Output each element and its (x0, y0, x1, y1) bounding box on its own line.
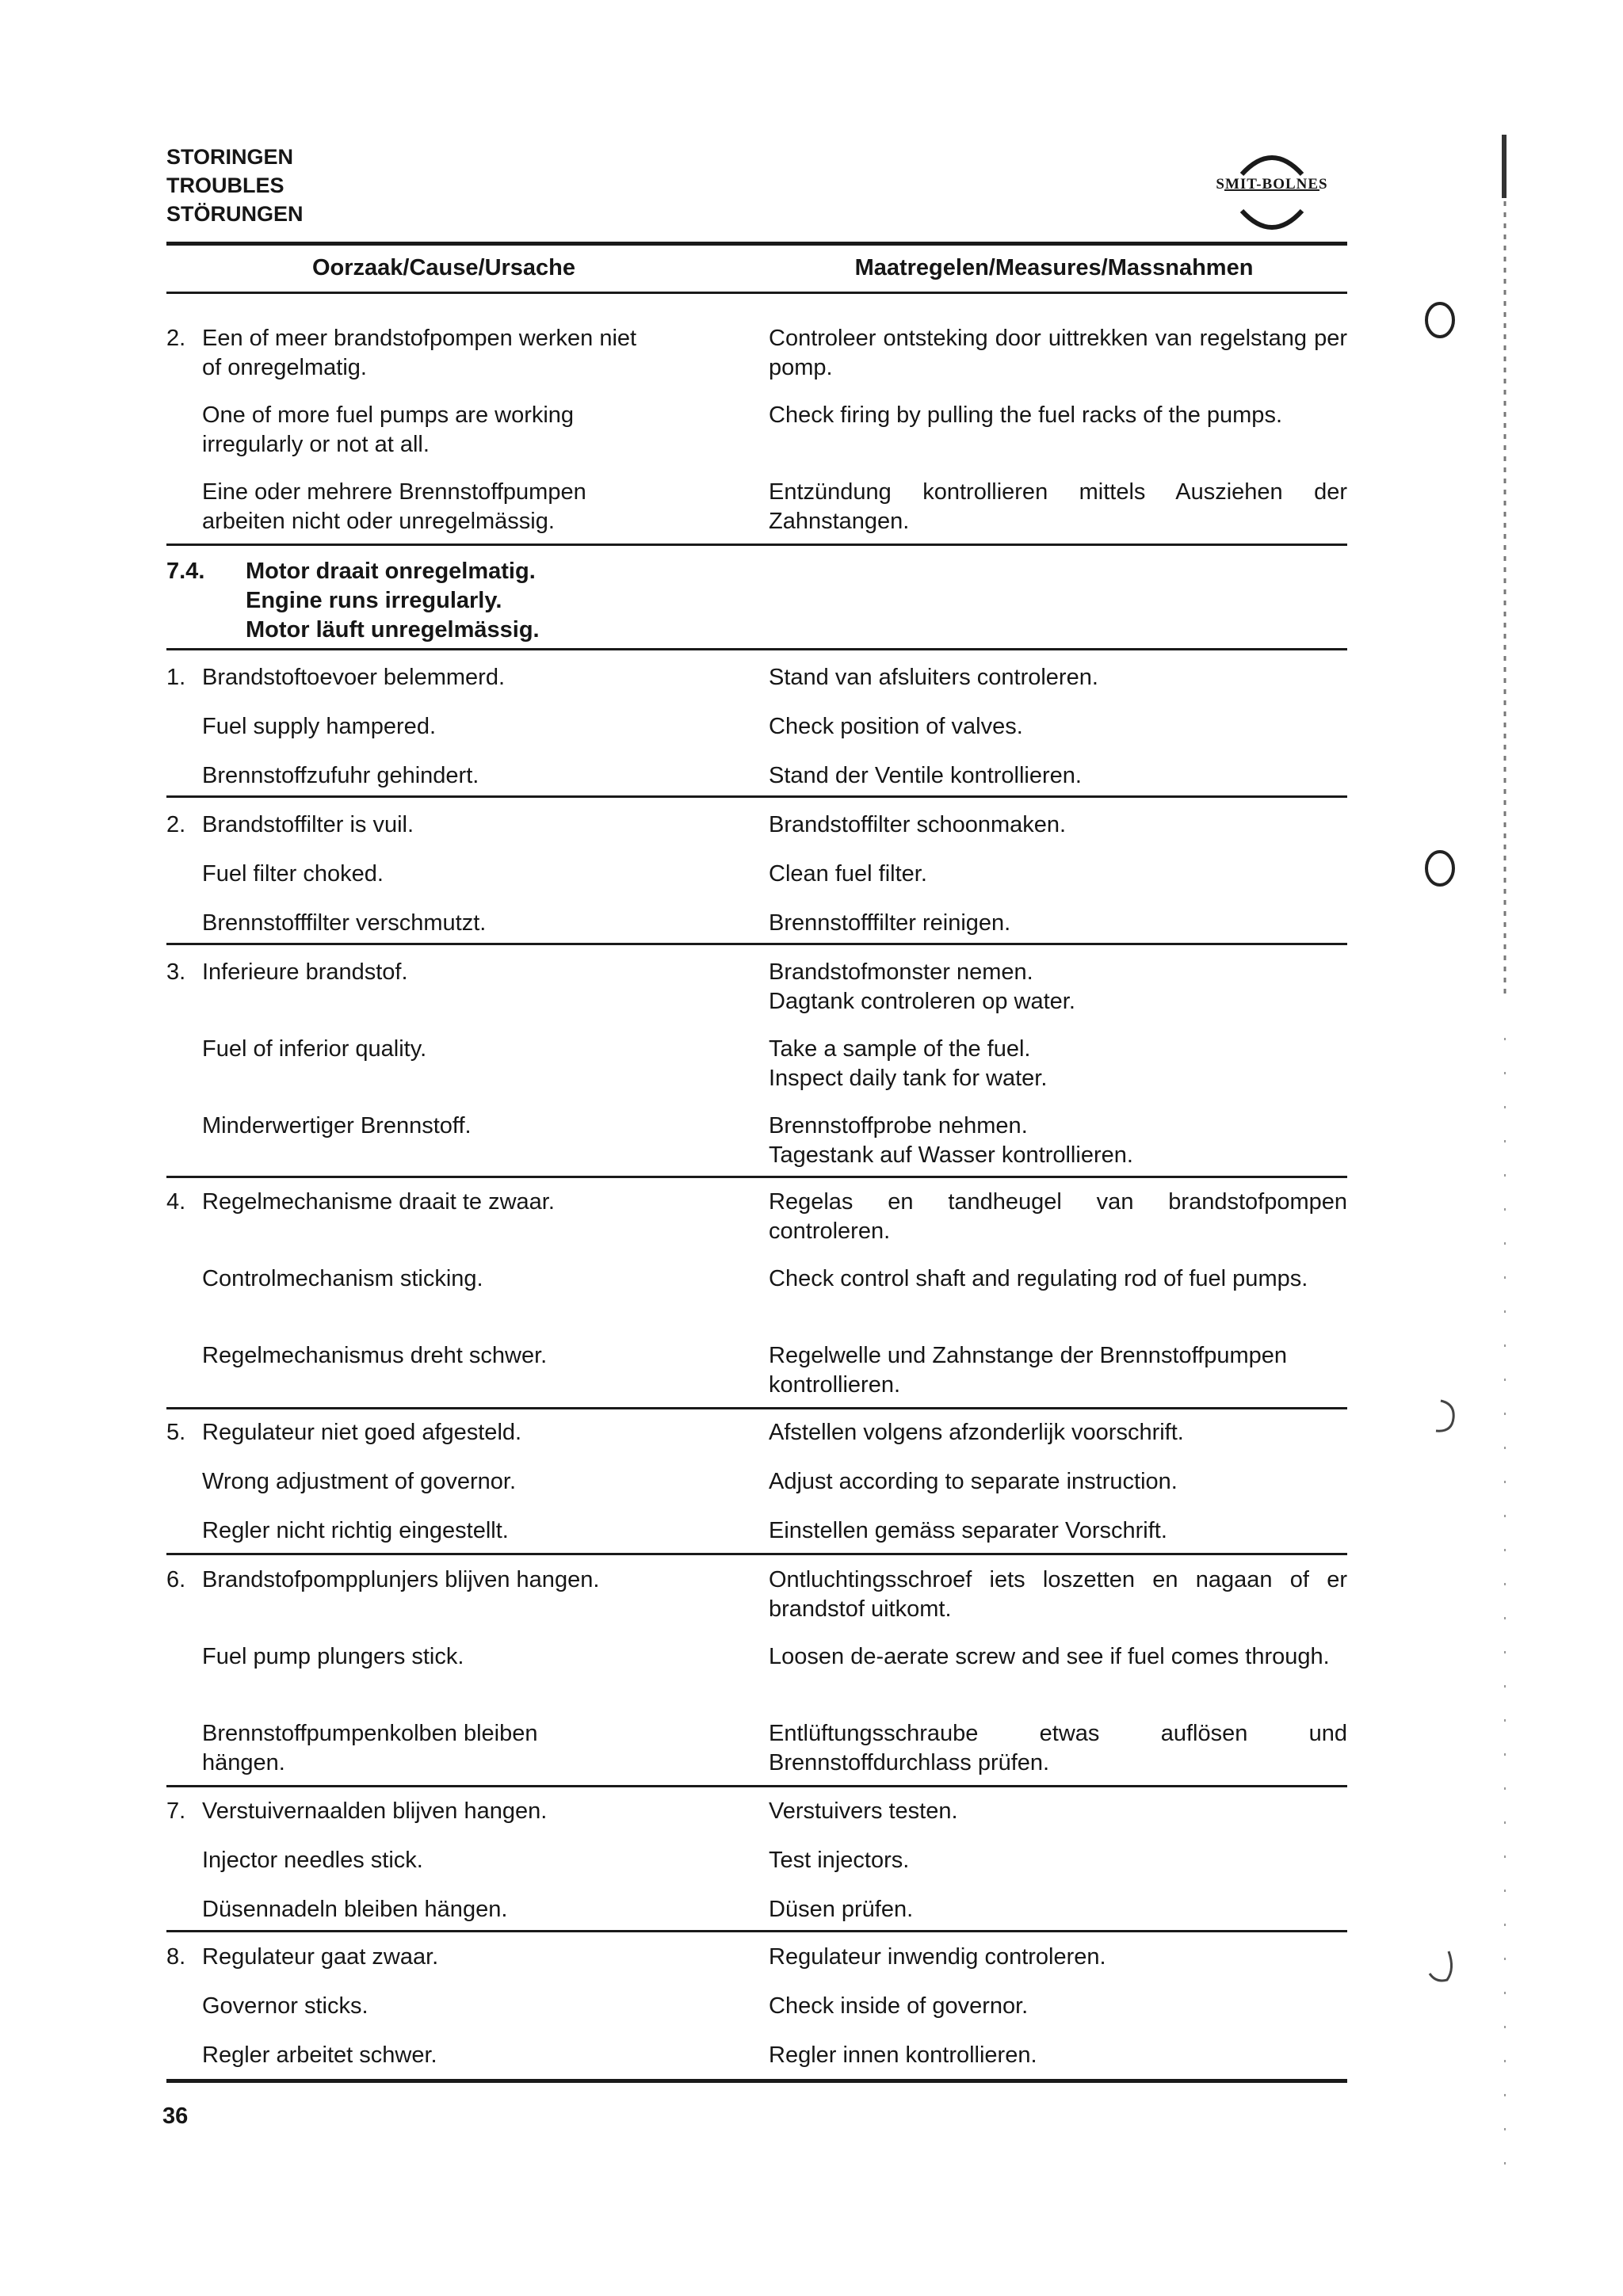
measure-text: Test injectors. (769, 1848, 910, 1873)
row-divider (166, 1176, 1347, 1178)
measure-text: Verstuivers testen. (769, 1798, 958, 1824)
row-divider (166, 795, 1347, 798)
cause-text: Inferieure brandstof. (202, 959, 408, 985)
cause-text: Fuel pump plungers stick. (202, 1644, 464, 1669)
row-divider (166, 1785, 1347, 1787)
measure-text: Entlüftungsschraube etwas auflösen und Brennstoffdurchlass prüfen. (769, 1721, 1347, 1775)
measure-text: Brandstofmonster nemen. Dagtank controleren op water. (769, 959, 1075, 1014)
footer-rule (166, 2079, 1347, 2083)
cause-text: Governor sticks. (202, 1993, 369, 2019)
cause-text: Brennstoffzufuhr gehindert. (202, 763, 479, 788)
header-title-de: STÖRUNGEN (166, 202, 304, 226)
cause-text: Injector needles stick. (202, 1848, 423, 1873)
cause-text: Brandstoftoevoer belemmerd. (202, 665, 506, 690)
cause-text: Wrong adjustment of governor. (202, 1469, 517, 1494)
measure-text: Check control shaft and regulating rod of fuel pumps. (769, 1266, 1308, 1291)
item-number: 2. (166, 812, 186, 837)
measure-text: Brandstoffilter schoonmaken. (769, 812, 1067, 837)
item-number: 8. (166, 1944, 186, 1970)
measure-text: Regelas en tandheugel van brandstofpompen controleren. (769, 1189, 1347, 1244)
cause-text: Regulateur niet goed afgesteld. (202, 1420, 522, 1445)
item-number: 5. (166, 1420, 186, 1445)
section-titles (246, 557, 540, 645)
cause-text: Regler arbeitet schwer. (202, 2042, 437, 2068)
row-divider (166, 648, 1347, 650)
measure-text: Check firing by pulling the fuel racks of the pumps. (769, 402, 1282, 428)
cause-text: Verstuivernaalden blijven hangen. (202, 1798, 548, 1824)
row-divider (166, 943, 1347, 945)
section-title-de: Motor läuft unregelmässig. (246, 617, 540, 643)
item-number: 1. (166, 665, 186, 690)
cause-text: Controlmechanism sticking. (202, 1266, 483, 1291)
cause-text: Fuel of inferior quality. (202, 1036, 427, 1062)
measure-text: Ontluchtingsschroef iets loszetten en nagaan of er brandstof uitkomt. (769, 1567, 1347, 1622)
cause-text: Brandstofpompplunjers blijven hangen. (202, 1567, 600, 1592)
item-number: 2. (166, 326, 186, 351)
measure-text: Afstellen volgens afzonderlijk voorschrift. (769, 1420, 1184, 1445)
cause-text: Minderwertiger Brennstoff. (202, 1113, 472, 1138)
measure-text: Regelwelle und Zahnstange der Brennstoffpumpen kontrollieren. (769, 1343, 1288, 1398)
header-titles (166, 143, 304, 228)
measure-text: Controleer ontsteking door uittrekken van regelstang per pomp. (769, 326, 1347, 380)
cause-text: Brennstoffpumpenkolben bleiben hängen. (202, 1721, 538, 1775)
measure-text: Stand der Ventile kontrollieren. (769, 763, 1082, 788)
item-number: 3. (166, 959, 186, 985)
cause-text: Regelmechanismus dreht schwer. (202, 1343, 548, 1368)
section-title-nl: Motor draait onregelmatig. (246, 559, 536, 584)
item-number: 7. (166, 1798, 186, 1824)
punch-hole-icon (1425, 1945, 1460, 1986)
punch-hole-icon (1423, 848, 1457, 889)
header-rule (166, 242, 1347, 246)
punch-hole-icon (1423, 299, 1457, 341)
column-header-rule (166, 292, 1347, 294)
row-divider (166, 1407, 1347, 1409)
cause-text: Brennstofffilter verschmutzt. (202, 910, 487, 936)
measure-text: Düsen prüfen. (769, 1897, 914, 1922)
cause-text: Eine oder mehrere Brennstoffpumpen arbeiten nicht oder unregelmässig. (202, 479, 586, 534)
measure-text: Brennstofffilter reinigen. (769, 910, 1011, 936)
cause-text: Regelmechanisme draait te zwaar. (202, 1189, 555, 1215)
measure-text: Adjust according to separate instruction. (769, 1469, 1178, 1494)
punch-hole-icon (1425, 1396, 1460, 1437)
measure-text: Brennstoffprobe nehmen. Tagestank auf Wasser kontrollieren. (769, 1113, 1133, 1168)
row-divider (166, 1930, 1347, 1932)
section-number: 7.4. (166, 559, 205, 584)
measure-text: Regulateur inwendig controleren. (769, 1944, 1106, 1970)
scan-edge-marks (1494, 127, 1526, 2187)
cause-text: Fuel filter choked. (202, 861, 384, 887)
row-divider (166, 543, 1347, 546)
item-number: 4. (166, 1189, 186, 1215)
measure-text: Entzündung kontrollieren mittels Ausziehen der Zahnstangen. (769, 479, 1347, 534)
measure-text: Check position of valves. (769, 714, 1023, 739)
cause-text: One of more fuel pumps are working irregularly or not at all. (202, 402, 575, 457)
measure-text: Regler innen kontrollieren. (769, 2042, 1037, 2068)
measure-text: Stand van afsluiters controleren. (769, 665, 1098, 690)
cause-text: Regulateur gaat zwaar. (202, 1944, 439, 1970)
measure-text: Clean fuel filter. (769, 861, 927, 887)
cause-text: Fuel supply hampered. (202, 714, 436, 739)
section-title-en: Engine runs irregularly. (246, 588, 502, 613)
cause-text: Düsennadeln bleiben hängen. (202, 1897, 508, 1922)
logo-text: SMIT-BOLNES (1216, 176, 1328, 193)
measure-text: Einstellen gemäss separater Vorschrift. (769, 1518, 1167, 1543)
measure-text: Check inside of governor. (769, 1993, 1029, 2019)
header-title-nl: STORINGEN (166, 145, 294, 169)
measure-text: Take a sample of the fuel. Inspect daily tank for water. (769, 1036, 1048, 1091)
item-number: 6. (166, 1567, 186, 1592)
cause-text: Een of meer brandstofpompen werken niet of onregelmatig. (202, 326, 637, 380)
header-title-en: TROUBLES (166, 174, 285, 197)
cause-text: Brandstoffilter is vuil. (202, 812, 414, 837)
cause-text: Regler nicht richtig eingestellt. (202, 1518, 509, 1543)
row-divider (166, 1553, 1347, 1555)
measure-text: Loosen de-aerate screw and see if fuel comes through. (769, 1644, 1330, 1669)
page-number: 36 (162, 2103, 189, 2129)
column-header-measures: Maatregelen/Measures/Massnahmen (854, 255, 1254, 280)
column-header-cause: Oorzaak/Cause/Ursache (311, 255, 576, 280)
